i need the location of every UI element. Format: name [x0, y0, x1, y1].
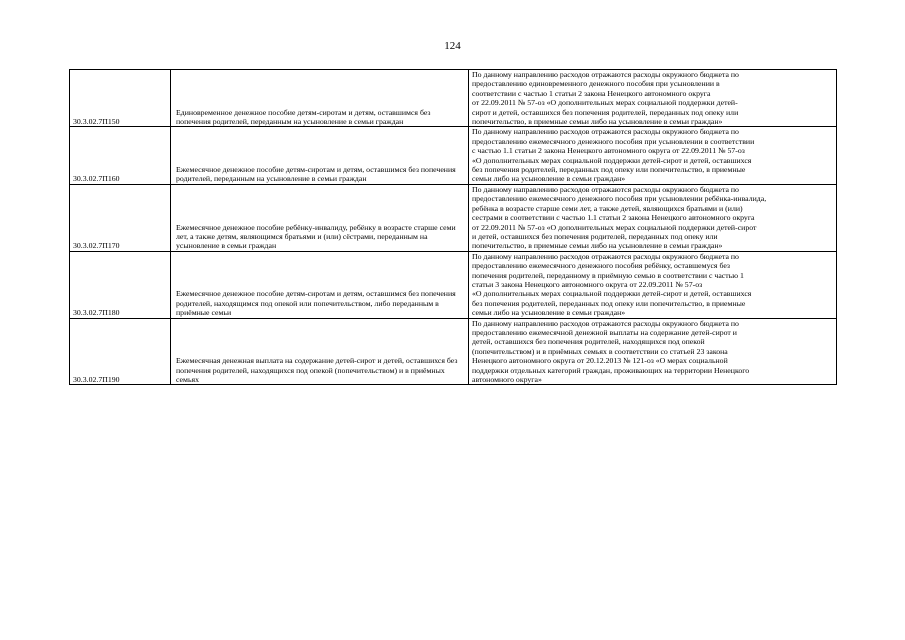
- expense-description-cell: [469, 127, 837, 184]
- description-line: автономного округа»: [472, 375, 542, 384]
- description-line: попечительство, в приемные семьи либо на усыновление в семьи граждан»: [472, 241, 723, 251]
- description-line: попечения родителей, переданному в приёмную семью в соответствии с частью 1: [472, 270, 744, 280]
- expense-name-cell: [171, 184, 469, 251]
- description-line: Ненецкого автономного округа от 20.12.2013 № 121-оз «О мерах социальной: [472, 356, 728, 366]
- expense-name-text: Ежемесячное денежное пособие ребёнку-инвалиду, ребёнку в возрасте старше семи лет, а также детям, являющимся братьями и (или) сёстрами, переданным на усыновление в семьи граждан: [176, 222, 456, 251]
- expense-name-cell: [171, 251, 469, 318]
- expense-code-cell: 30.3.02.7П170: [70, 184, 171, 251]
- expense-code-cell: 30.3.02.7П180: [70, 251, 171, 318]
- description-line: «О дополнительных мерах социальной поддержки детей-сирот и детей, оставшихся: [472, 289, 752, 299]
- description-line: от 22.09.2011 № 57-оз «О дополнительных мерах социальной поддержки детей-сирот: [472, 222, 757, 232]
- expense-name-text: Ежемесячное денежное пособие детям-сиротам и детям, оставшимся без попечения родителей, находящимся под опекой или попечительством, либо переданным в приёмные семьи: [176, 289, 456, 318]
- expense-code-cell: 30.3.02.7П160: [70, 127, 171, 184]
- description-line: детей, оставшихся без попечения родителей, находящихся под опекой: [472, 337, 705, 347]
- description-line: семьи либо на усыновление в семьи граждан»: [472, 308, 626, 318]
- description-line: предоставлению единовременного денежного пособия при усыновлении в: [472, 79, 720, 89]
- expense-description-cell: [469, 318, 837, 385]
- description-line: предоставлению ежемесячной денежной выплаты на содержание детей-сирот и: [472, 327, 737, 337]
- description-line: «О дополнительных мерах социальной поддержки детей-сирот и детей, оставшихся: [472, 155, 752, 165]
- expense-name-cell: [171, 70, 469, 127]
- description-line: поддержки отдельных категорий граждан, проживающих на территории Ненецкого: [472, 365, 750, 375]
- table-row: [70, 318, 837, 385]
- expense-name-cell: [171, 318, 469, 385]
- description-line: По данному направлению расходов отражаются расходы окружного бюджета по: [472, 127, 739, 137]
- expense-name-cell: [171, 127, 469, 184]
- table-body: [70, 70, 837, 385]
- description-line: без попечения родителей, переданных под опеку или попечительство, в приемные: [472, 165, 746, 175]
- description-line: и детей, оставшихся без попечения родителей, переданных под опеку или: [472, 231, 718, 241]
- description-line: сирот и детей, оставшихся без попечения родителей, переданных под опеку или: [472, 107, 739, 117]
- description-line: статьи 3 закона Ненецкого автономного округа от 22.09.2011 № 57-оз: [472, 279, 703, 289]
- table-row: [70, 251, 837, 318]
- table-row: [70, 70, 837, 127]
- expense-description-cell: [469, 184, 837, 251]
- table-row: [70, 184, 837, 251]
- description-line: По данному направлению расходов отражаются расходы окружного бюджета по: [472, 251, 739, 261]
- expense-code-cell: 30.3.02.7П150: [70, 70, 171, 127]
- description-line: (попечительством) и в приёмных семьях в соответствии со статьей 23 закона: [472, 346, 728, 356]
- description-line: предоставлению ежемесячного денежного пособия ребёнку, оставшемуся без: [472, 261, 730, 271]
- description-line: с частью 1.1 статьи 2 закона Ненецкого автономного округа от 22.09.2011 № 57-оз: [472, 146, 745, 156]
- description-line: сестрами в соответствии с частью 1.1 статьи 2 закона Ненецкого автономного округа: [472, 213, 755, 223]
- expense-name-text: Ежемесячная денежная выплата на содержание детей-сирот и детей, оставшихся без попечения родителей, находящихся под опекой (попечительством) и в приёмных семьях: [176, 356, 458, 384]
- expense-description-cell: [469, 251, 837, 318]
- description-line: предоставлению ежемесячного денежного пособия при усыновлении ребёнка-инвалида,: [472, 194, 767, 204]
- description-line: соответствии с частью 1 статьи 2 закона Ненецкого автономного округа: [472, 88, 711, 98]
- description-line: попечительство, в приемные семьи либо на усыновление в семьи граждан»: [472, 117, 723, 127]
- description-line: от 22.09.2011 № 57-оз «О дополнительных мерах социальной поддержки детей-: [472, 98, 738, 108]
- page-number: 124: [444, 40, 461, 52]
- description-line: ребёнка в возрасте старше семи лет, а также детей, являющихся братьями и (или): [472, 203, 743, 213]
- expense-name-text: Ежемесячное денежное пособие детям-сиротам и детям, оставшимся без попечения родителей, переданным на усыновление в семьи граждан: [176, 165, 456, 184]
- description-line: По данному направлению расходов отражаются расходы окружного бюджета по: [472, 70, 739, 79]
- description-line: семьи либо на усыновление в семьи граждан»: [472, 174, 626, 184]
- budget-classification-table: [69, 69, 837, 385]
- expense-code-cell: 30.3.02.7П190: [70, 318, 171, 385]
- expense-name-text: Единовременное денежное пособие детям-сиротам и детям, оставшимся без попечения родителей, переданным на усыновление в семьи граждан: [176, 107, 431, 127]
- description-line: предоставлению ежемесячного денежного пособия при усыновлении в соответствии: [472, 136, 755, 146]
- expense-description-cell: [469, 70, 837, 127]
- description-line: По данному направлению расходов отражаются расходы окружного бюджета по: [472, 184, 739, 194]
- description-line: По данному направлению расходов отражаются расходы окружного бюджета по: [472, 318, 739, 328]
- table-row: [70, 127, 837, 184]
- description-line: без попечения родителей, переданных под опеку или попечительство, в приемные: [472, 298, 746, 308]
